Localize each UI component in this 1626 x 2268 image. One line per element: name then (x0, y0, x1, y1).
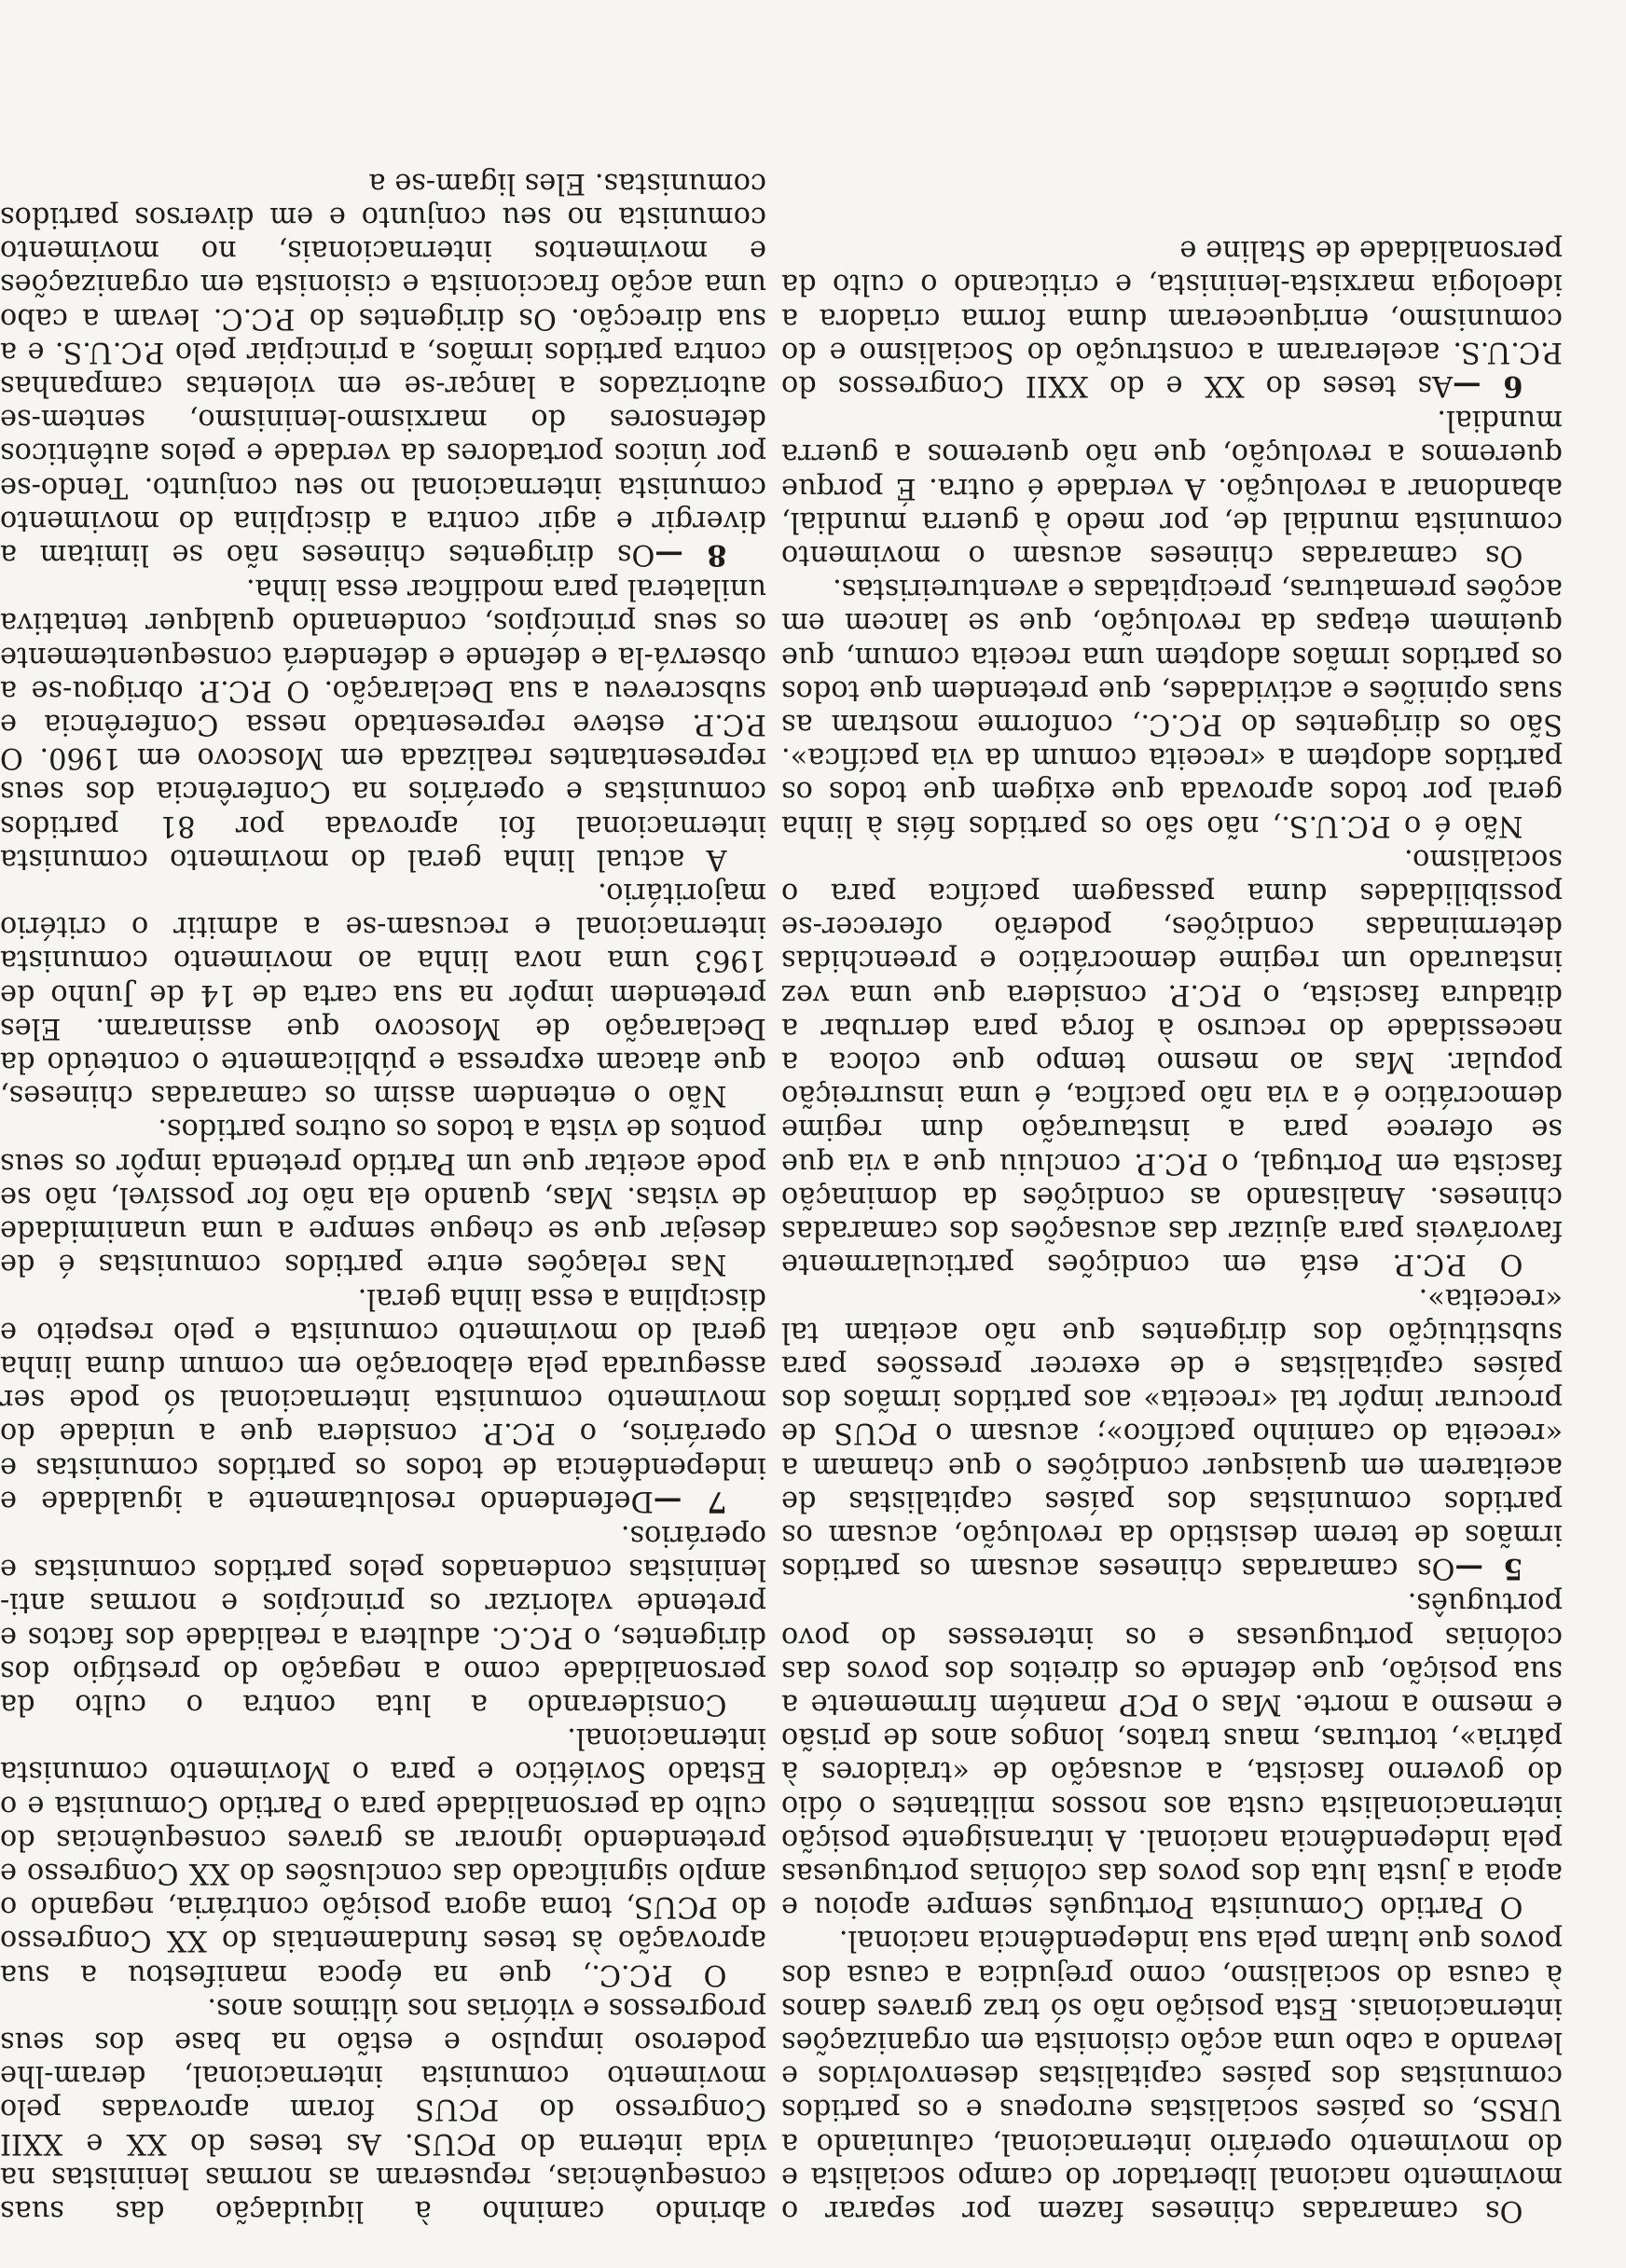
paragraph-text: Defendendo resolutamente a igualdade e independência de todos os partidos comunistas e operários, o P.C.P. considera que a unidade do movimento comunista internacional só pode ser assegurada pela elaboração em comum duma linha geral do movimento comunista e pelo respeito e disciplina a essa linha geral. (0, 1281, 766, 1517)
paragraph-text: Os camaradas chineses acusam os partidos irmãos de terem desistido da revolução, acusam os partidos comunistas dos países capitalistas de aceitarem em quaisquer condições o que chamam a «receita do caminho pacífico»; acusam o PCUS de procurar impôr tal «receita» aos partidos irmãos dos países capitalistas e de exercer pressões para substituição dos dirigentes que não aceitam tal «receita». (781, 1281, 1563, 1585)
right-column (0, 45, 766, 2227)
paragraph: Não é o P.C.U.S., não são os partidos fiéis à linha geral por todos aprovada que exigem que todos os partidos adoptem a «receita comum da via pacífica». São os dirigentes do P.C.C., conforme mostram as suas opiniões e actividades, que pretendem que todos os partidos irmãos adoptem uma receita comum, que queimem etapas da revolução, que se lancem em acções prematuras, precipitadas e aventureiristas. (781, 573, 1563, 842)
paragraph (0, 1280, 766, 1517)
paragraph (781, 1280, 1563, 1585)
paragraph-text: As teses do XX e do XXII Congressos do P.C.U.S. aceleraram a construção do Socialismo e do comunismo, enriqueceram duma forma criadora a ideologia marxista-leninista, e criticando o culto da personalidade de Staline e (781, 234, 1563, 403)
paragraph: Os camaradas chineses acusam o movimento comunista mundial de, por medo à guerra mundial, abandonar a revolução. A verdade é outra. É porque queremos a revolução, que não queremos a guerra mundial. (781, 404, 1563, 573)
paragraph (0, 166, 766, 572)
paragraph: abrindo caminho à liquidação das suas consequências, repuseram as normas leninistas na vida interna do PCUS. As teses do XX e XXII Congresso do PCUS foram aprovadas pelo movimento comunista internacional, deram-lhe poderoso impulso e estão na base dos seus progressos e vitórias nos últimos anos. (0, 1991, 766, 2227)
paragraph: Não o entendem assim os camaradas chineses, que atacam expressa e públicamente o conteúdo da Declaração de Moscovo que assinaram. Eles pretendem impôr na sua carta de 14 de Junho de 1963 uma nova linha ao movimento comunista internacional e recusam-se a admitir o critério majoritário. (0, 877, 766, 1113)
section-number: 8 — (655, 538, 727, 573)
paragraph: A actual linha geral do movimento comunista internacional foi aprovada por 81 partidos comunistas e operários na Conferência dos seus representantes realizada em Moscovo em 1960. O P.C.P. esteve representado nessa Conferência e subscreveu a sua Declaração. O P.C.P. obrigou-se a observá-la e defende e defenderá consequentemente os seus princípios, condenando qualquer tentativa unilateral para modificar essa linha. (0, 573, 766, 876)
paragraph: O Partido Comunista Português sempre apoiou e apoia a justa luta dos povos das colónias portuguesas pela independência nacional. A intransigente posição internacionalista custa aos nossos militantes o ódio do governo fascista, a acusação de «traidores à pátria», torturas, maus tratos, longos anos de prisão e mesmo a morte. Mas o PCP mantém firmemente a sua posição, que defende os direitos dos povos das colónias portuguesas e os interesses do povo português. (781, 1586, 1563, 1924)
section-number: 6 — (1453, 369, 1523, 404)
section-number: 5 — (1454, 1552, 1523, 1586)
section-number: 7 — (653, 1484, 727, 1518)
paragraph-text: Os dirigentes chineses não se limitam a divergir e agir contra a disciplina do movimento comunista internacional no seu conjunto. Tendo-se por únicos portadores da verdade e pelos autênticos defensores do marxismo-leninismo, sentem-se autorizados a lançar-se em violentas campanhas contra partidos irmãos, a principiar pelo P.C.U.S. e a sua direcção. Os dirigentes do P.C.C. levam a cabo uma acção fraccionista e cisionista em organizações e movimentos internacionais, no movimento comunista no seu conjunto e em diversos partidos comunistas. Eles ligam-se a (0, 166, 766, 572)
paragraph: O P.C.C., que na época manifestou a sua aprovação às teses fundamentais do XX Congresso do PCUS, toma agora posição contrária, negando o amplo significado das conclusões do XX Congresso e pretendendo ignorar as graves consequências do culto da personalidade para o Partido Comunista e o Estado Soviético e para o Movimento comunista internacional. (0, 1722, 766, 1991)
paragraph: Nas relações entre partidos comunistas é de desejar que se chegue sempre a uma unanimidade de vistas. Mas, quando ela não for possível, não se pode aceitar que um Partido pretenda impôr os seus pontos de vista a todos os outros partidos. (0, 1113, 766, 1281)
paragraph (781, 233, 1563, 403)
paragraph: Considerando a luta contra o culto da personalidade como a negação do prestígio dos dirigentes, o P.C.C. adultera a realidade dos factos e pretende valorizar os princípios e normas anti-leninistas condenados pelos partidos comunistas e operários. (0, 1518, 766, 1721)
paragraph: Os camaradas chineses fazem por separar o movimento nacional libertador do campo socialista e do movimento operário internacional, caluniando a URSS, os países socialistas europeus e os partidos comunistas dos países capitalistas desenvolvidos e levando a cabo uma acção cisionista em organizações internacionais. Esta posição não só traz graves danos à causa do socialismo, como prejudica a causa dos povos que lutam pela sua independência nacional. (781, 1924, 1563, 2227)
left-column (781, 45, 1563, 2227)
paragraph: O P.C.P. está em condições particularmente favoráveis para ajuizar das acusações dos camaradas chineses. Analisando as condições da dominação fascista em Portugal, o P.C.P. concluiu que a via que se oferece para a instauração dum regime democrático é a via não pacífica, é uma insurreição popular. Mas ao mesmo tempo que coloca a necessidade do recurso à força para derrubar a ditadura fascista, o P.C.P. considera que uma vez instaurado um regime democrático e preenchidas determinadas condições, poderão oferecer-se possibilidades duma passagem pacífica para o socialismo. (781, 842, 1563, 1281)
